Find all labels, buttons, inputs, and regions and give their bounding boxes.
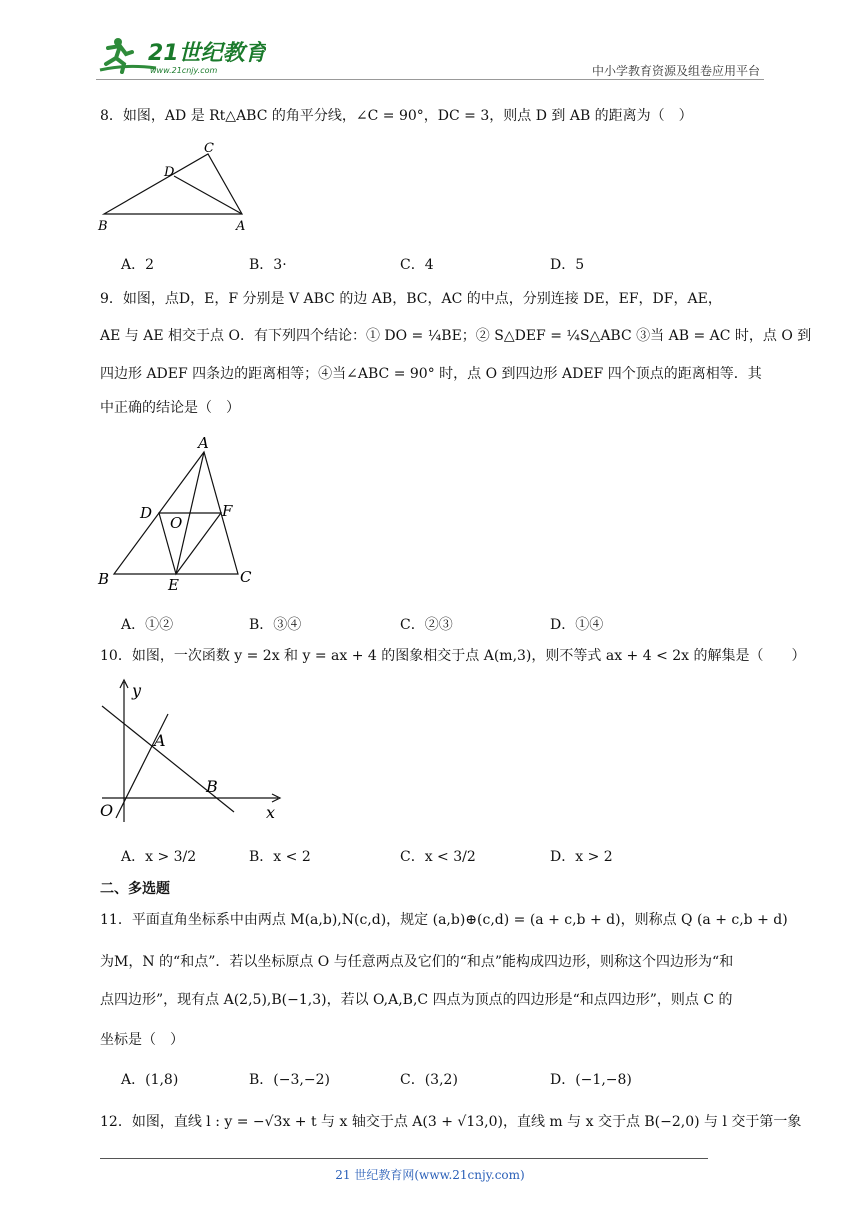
question-9-line-4: 中正确的结论是（ ）: [100, 400, 240, 416]
label-x: x: [266, 803, 276, 822]
label-y: y: [132, 681, 142, 700]
q10-option-a[interactable]: A．x > 3/2: [121, 849, 197, 865]
q8-option-b[interactable]: B．3·: [249, 257, 287, 273]
header-tagline: 中小学教育资源及组卷应用平台: [591, 64, 760, 78]
question-9-line-2: AE 与 AE 相交于点 O．有下列四个结论：① DO = ¼BE；② S△DEF = ¼S△ABC ③当 AB = AC 时，点 O 到: [100, 328, 812, 344]
label-E: E: [168, 576, 179, 594]
question-9-line-3: 四边形 ADEF 四条边的距离相等；④当∠ABC = 90° 时，点 O 到四边形 ADEF 四个顶点的距离相等．其: [100, 366, 762, 382]
question-8-stem: 8．如图，AD 是 Rt△ABC 的角平分线，∠C = 90°，DC = 3，则点 D 到 AB 的距离为（ ）: [100, 108, 693, 124]
label-O: O: [170, 514, 183, 532]
question-8-figure: [96, 140, 256, 236]
q8-option-c[interactable]: C．4: [400, 257, 434, 273]
question-12-line-1: 12．如图，直线 l : y = −√3x + t 与 x 轴交于点 A(3 + √13,0)，直线 m 与 x 交于点 B(−2,0) 与 l 交于第一象: [100, 1114, 802, 1130]
footer-text[interactable]: 21 世纪教育网(www.21cnjy.com): [335, 1168, 525, 1182]
label-O: O: [100, 801, 114, 820]
label-A: A: [154, 731, 166, 750]
header-divider: [96, 79, 764, 80]
question-9-figure: [94, 430, 264, 595]
question-11-line-3: 点四边形”，现有点 A(2,5),B(−1,3)，若以 O,A,B,C 四点为顶点的四边形是“和点四边形”，则点 C 的: [100, 992, 733, 1008]
q11-option-b[interactable]: B．(−3,−2): [249, 1072, 330, 1088]
q11-option-c[interactable]: C．(3,2): [400, 1072, 458, 1088]
label-B: B: [206, 777, 218, 796]
q11-option-a[interactable]: A．(1,8): [121, 1072, 179, 1088]
question-10-figure: [94, 676, 284, 826]
q9-option-c[interactable]: C．②③: [400, 617, 453, 633]
label-A: A: [236, 219, 246, 234]
q8-option-a[interactable]: A．2: [121, 257, 155, 273]
label-C: C: [240, 568, 252, 586]
q11-option-d[interactable]: D．(−1,−8): [550, 1072, 632, 1088]
q8-option-d[interactable]: D．5: [550, 257, 585, 273]
label-B: B: [98, 570, 110, 588]
label-C: C: [204, 141, 214, 156]
q9-option-b[interactable]: B．③④: [249, 617, 302, 633]
label-A: A: [198, 434, 209, 452]
site-logo: [96, 34, 266, 80]
question-11-line-1: 11．平面直角坐标系中由两点 M(a,b),N(c,d)，规定 (a,b)⊕(c,d) = (a + c,b + d)，则称点 Q (a + c,b + d): [100, 912, 788, 928]
q10-option-c[interactable]: C．x < 3/2: [400, 849, 476, 865]
question-11-line-2: 为M，N 的“和点”．若以坐标原点 O 与任意两点及它们的“和点”能构成四边形，则称这个四边形为“和: [100, 954, 734, 970]
q9-option-a[interactable]: A．①②: [121, 617, 174, 633]
question-11-line-4: 坐标是（ ）: [100, 1032, 184, 1048]
label-B: B: [98, 219, 108, 234]
section-title: 二、多选题: [100, 881, 170, 897]
q9-option-d[interactable]: D．①④: [550, 617, 604, 633]
label-D: D: [164, 165, 175, 180]
q10-option-b[interactable]: B．x < 2: [249, 849, 311, 865]
question-10-stem: 10．如图，一次函数 y = 2x 和 y = ax + 4 的图象相交于点 A(m,3)，则不等式 ax + 4 < 2x 的解集是（ ）: [100, 648, 806, 664]
q10-option-d[interactable]: D．x > 2: [550, 849, 613, 865]
logo-text: 21世纪教育: [148, 41, 266, 66]
label-D: D: [140, 504, 153, 522]
footer-divider: [100, 1158, 708, 1159]
logo-url: www.21cnjy.com: [150, 66, 218, 75]
question-9-line-1: 9．如图，点D，E，F 分别是 V ABC 的边 AB，BC，AC 的中点，分别连接 DE，EF，DF，AE，: [100, 291, 722, 307]
label-F: F: [222, 502, 233, 520]
